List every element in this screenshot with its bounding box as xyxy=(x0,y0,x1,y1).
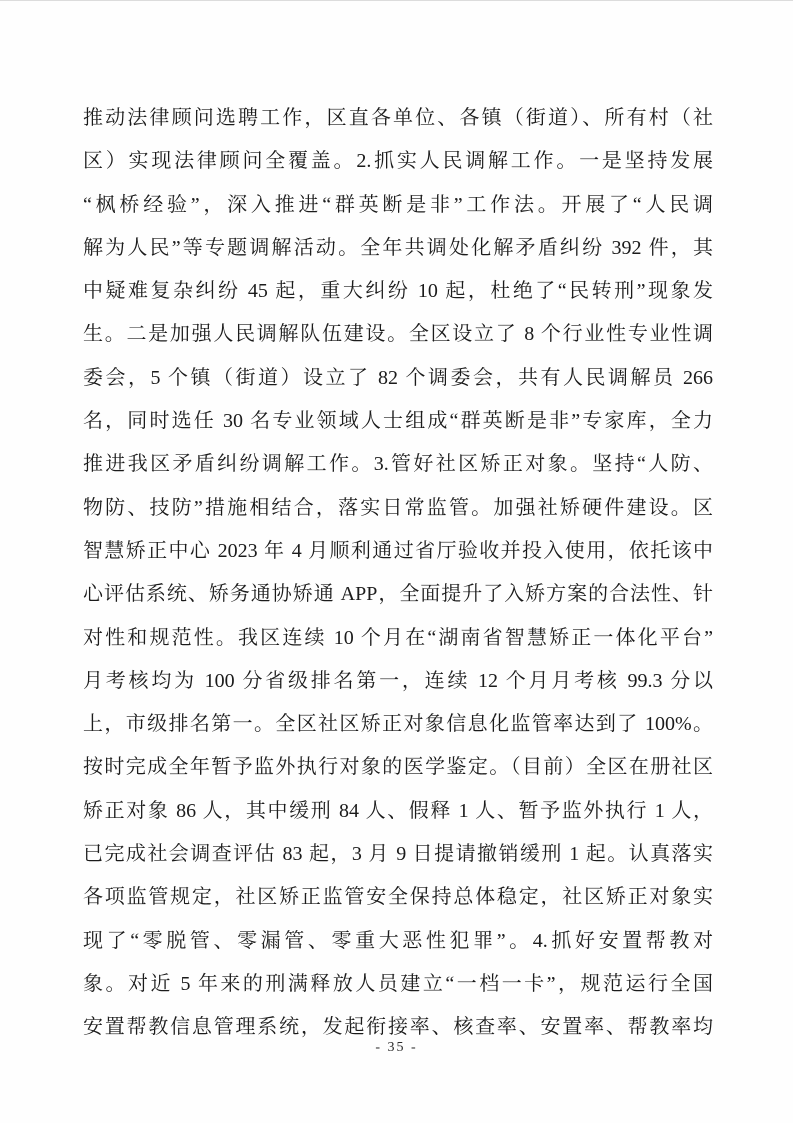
text-line: 推进我区矛盾纠纷调解工作。3.管好社区矫正对象。坚持“人防、 xyxy=(83,453,713,476)
text-line: 智慧矫正中心 2023 年 4 月顺利通过省厅验收并投入使用，依托该中 xyxy=(83,539,713,562)
page-number: - 35 - xyxy=(375,1040,418,1055)
text-line: 委会，5 个镇（街道）设立了 82 个调委会，共有人民调解员 266 xyxy=(83,366,713,389)
text-line: 已完成社会调查评估 83 起，3 月 9 日提请撤销缓刑 1 起。认真落实 xyxy=(83,843,713,866)
text-line: 象。对近 5 年来的刑满释放人员建立“一档一卡”，规范运行全国 xyxy=(83,972,713,995)
text-line: 安置帮教信息管理系统，发起衔接率、核查率、安置率、帮教率均 xyxy=(83,1016,713,1039)
text-line: 解为人民”等专题调解活动。全年共调处化解矛盾纠纷 392 件，其 xyxy=(83,236,713,259)
text-line: 心评估系统、矫务通协矫通 APP，全面提升了入矫方案的合法性、针 xyxy=(83,583,713,606)
body-text xyxy=(83,97,713,1050)
text-line: 矫正对象 86 人，其中缓刑 84 人、假释 1 人、暂予监外执行 1 人， xyxy=(83,799,713,822)
text-line: 现了“零脱管、零漏管、零重大恶性犯罪”。4.抓好安置帮教对 xyxy=(83,929,713,952)
text-line: 月考核均为 100 分省级排名第一，连续 12 个月月考核 99.3 分以 xyxy=(83,669,713,692)
text-line: 中疑难复杂纠纷 45 起，重大纠纷 10 起，杜绝了“民转刑”现象发 xyxy=(83,280,713,303)
text-line: 按时完成全年暂予监外执行对象的医学鉴定。（目前）全区在册社区 xyxy=(83,756,713,779)
text-line: 物防、技防”措施相结合，落实日常监管。加强社矫硬件建设。区 xyxy=(83,496,713,519)
text-line: 推动法律顾问选聘工作，区直各单位、各镇（街道）、所有村（社 xyxy=(83,107,713,129)
text-line: “枫桥经验”，深入推进“群英断是非”工作法。开展了“人民调 xyxy=(83,193,713,216)
text-line: 名，同时选任 30 名专业领域人士组成“群英断是非”专家库，全力 xyxy=(83,410,713,433)
text-line: 各项监管规定，社区矫正监管安全保持总体稳定，社区矫正对象实 xyxy=(83,886,713,909)
text-line: 上，市级排名第一。全区社区矫正对象信息化监管率达到了 100%。 xyxy=(83,713,713,736)
text-line: 生。二是加强人民调解队伍建设。全区设立了 8 个行业性专业性调 xyxy=(83,323,713,346)
text-line: 对性和规范性。我区连续 10 个月在“湖南省智慧矫正一体化平台” xyxy=(83,626,713,649)
page-footer xyxy=(0,1038,793,1056)
text-line: 区）实现法律顾问全覆盖。2.抓实人民调解工作。一是坚持发展 xyxy=(83,150,713,173)
